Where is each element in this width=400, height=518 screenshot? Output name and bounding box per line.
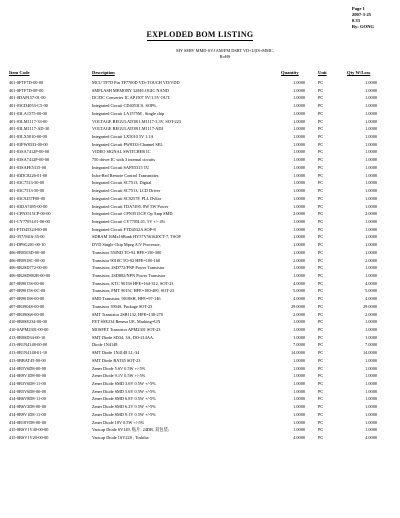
description-cell: Integrated Circuit SC7513, Digital — [92, 180, 152, 186]
qty-per-cell: 1.0000 — [365, 319, 377, 325]
description-cell: DC/DC Converter IC AP1507 5V/1.5V OUT, — [92, 95, 171, 101]
description-cell: SMT Transistor 2SB1132, HFE=138-270 — [92, 311, 163, 317]
qty-per-cell: 1.0000 — [365, 396, 377, 402]
description-cell: Integrated Circuit CPN3515CP, Op Amp SMD, — [92, 211, 174, 217]
qty-per-cell: 1.0000 — [365, 203, 377, 209]
quantity-cell: 4.0000 — [293, 280, 305, 286]
table-row — [0, 318, 400, 326]
description-cell: Transistor, 2SD772/PNP Power Transistor — [92, 265, 165, 271]
unit-cell: PC — [318, 87, 324, 93]
qty-per-cell: 1.0000 — [365, 272, 377, 278]
description-cell: Transistor 550ND TO-92 HFE=150-300 — [92, 249, 162, 255]
table-row — [0, 118, 400, 126]
qty-per-cell: 2.0000 — [365, 257, 377, 263]
description-cell: Integrated Circuit SC7513, LCD Driver — [92, 188, 161, 194]
part-number-cell: 407-0B9015S-00-00 — [9, 280, 45, 286]
table-row — [0, 264, 400, 272]
description-cell: Zener Diode SMD 9.1V 0.5W +/-5% — [92, 411, 156, 417]
qty-per-cell: 1.0000 — [365, 110, 377, 116]
quantity-cell: 1.0000 — [293, 141, 305, 147]
quantity-cell: 1.0000 — [293, 110, 305, 116]
qty-per-cell: 1.0000 — [365, 87, 377, 93]
description-cell: Transistor 9018C TO-92 HFE=100-160 — [92, 257, 161, 263]
table-row — [0, 303, 400, 311]
unit-cell: PC — [318, 296, 324, 302]
unit-cell: PC — [318, 110, 324, 116]
quantity-cell: 1.0000 — [293, 427, 305, 433]
description-cell: Diode 1N4148 — [92, 342, 118, 348]
description-cell: DVD Single Chip Mpeg A/V Processor, — [92, 242, 161, 248]
part-number-cell: 410-0B0SE234-00-00 — [9, 319, 47, 325]
part-number-cell: 401-03LM1117-AD-30 — [9, 126, 50, 132]
qty-per-cell: 1.0000 — [365, 381, 377, 387]
table-row — [0, 295, 400, 303]
table-row — [0, 233, 400, 241]
unit-cell: PC — [318, 396, 324, 402]
qty-per-cell: 1.0000 — [365, 265, 377, 271]
quantity-cell: 1.0000 — [293, 334, 305, 340]
unit-cell: PC — [318, 357, 324, 363]
unit-cell: PC — [318, 427, 324, 433]
quantity-cell: 1.0000 — [293, 365, 305, 371]
unit-cell: PC — [318, 226, 324, 232]
description-cell: VIDEO SIGNAL SWITCHER IC — [92, 149, 151, 155]
unit-cell: PC — [318, 342, 324, 348]
product-description — [60, 48, 390, 60]
qty-per-cell: 7.0000 — [365, 342, 377, 348]
unit-cell: PC — [318, 234, 324, 240]
quantity-cell: 1.0000 — [293, 87, 305, 93]
page-meta — [352, 6, 374, 30]
part-number-cell: 414-0B5V6D8-00-00 — [9, 365, 46, 371]
qty-per-cell: 1.0000 — [365, 141, 377, 147]
qty-per-cell: 1.0000 — [365, 149, 377, 155]
qty-per-cell: 1.0000 — [365, 188, 377, 194]
table-row — [0, 349, 400, 357]
part-number-cell: 401-03C7513-50-00 — [9, 180, 45, 186]
table-row — [0, 365, 400, 373]
part-number-cell: 401-0DAP157-01-00 — [9, 95, 46, 101]
quantity-cell: 7.0000 — [293, 342, 305, 348]
table-header — [0, 70, 400, 77]
part-number-cell: 414-0B18VD8-00-00 — [9, 419, 46, 425]
description-cell: Zener Diode 9.1V 0.5W +/-5% — [92, 373, 146, 379]
qty-per-cell: 1.0000 — [365, 427, 377, 433]
quantity-cell: 1.0000 — [293, 357, 305, 363]
table-row — [0, 272, 400, 280]
description-cell: Integrated Circuit FTD4532A SOP-8 — [92, 226, 156, 232]
part-number-cell: 406-0B2SD772-00-00 — [9, 265, 48, 271]
part-number-cell: 415-0BSV1V40-00-00 — [9, 427, 49, 433]
part-number-cell: 407-0B3904S-00-00 — [9, 303, 45, 309]
description-cell: SMD Transistor, 9018SH, HFE=97-146 — [92, 296, 161, 302]
table-row — [0, 102, 400, 110]
part-number-cell: 401-03DA7495-00-00 — [9, 203, 48, 209]
qty-per-cell: 2.0000 — [365, 311, 377, 317]
qty-per-cell: 1.0000 — [365, 118, 377, 124]
part-number-cell: 414-0B9V1D8-11-00 — [9, 411, 46, 417]
quantity-cell: 5.0000 — [293, 288, 305, 294]
part-number-cell: 413-0B1N4148-01-10 — [9, 350, 48, 356]
part-number-cell: 414-0B6V8D8-11-00 — [9, 396, 46, 402]
description-cell: FET SSE234 Renesa UE, Marking=UN — [92, 319, 161, 325]
part-number-cell: 402-357/9416-35-00 — [9, 234, 45, 240]
quantity-cell: 1.0000 — [293, 118, 305, 124]
qty-per-cell: 1.0000 — [365, 180, 377, 186]
quantity-cell: 14.0000 — [291, 350, 305, 356]
unit-cell: PC — [318, 218, 324, 224]
part-number-cell: 401-03LX5010-00-00 — [9, 134, 47, 140]
product-line-2: RoHS — [219, 54, 231, 59]
table-row — [0, 218, 400, 226]
part-number-cell: 414-0B3V6D8-11-00 — [9, 381, 46, 387]
description-cell: Transistor, FMT 9015C HFE=180-400, SOT-23 — [92, 288, 175, 294]
qty-per-cell: 1.0000 — [365, 334, 377, 340]
part-number-cell: 401-FTD45324-00-00 — [9, 226, 48, 232]
qty-per-cell: 14.0000 — [363, 350, 377, 356]
description-cell: Varicap Diode 1SV228 , Toshiba — [92, 435, 149, 441]
header-description: Description — [92, 70, 115, 75]
unit-cell: PC — [318, 180, 324, 186]
quantity-cell: 1.0000 — [293, 234, 305, 240]
qty-per-cell: 1.0000 — [365, 218, 377, 224]
table-row — [0, 341, 400, 349]
table-row — [0, 195, 400, 203]
unit-cell: PC — [318, 350, 324, 356]
table-row — [0, 156, 400, 164]
table-row — [0, 164, 400, 172]
table-row — [0, 372, 400, 380]
quantity-cell: 1.0000 — [293, 157, 305, 163]
unit-cell: PC — [318, 334, 324, 340]
quantity-cell: 4.0000 — [293, 296, 305, 302]
description-cell: Zener Diode 5.6V 0.5W +/-5% — [92, 365, 146, 371]
qty-per-cell: 1.0000 — [365, 164, 377, 170]
unit-cell: PC — [318, 435, 324, 441]
product-line-1: MY SERV MMD-SVJ AM/FM DSRT VD+U(IS+MMC, — [176, 48, 274, 53]
part-number-cell: 413-0B1N4148-00-00 — [9, 342, 48, 348]
unit-cell: PC — [318, 404, 324, 410]
part-number-cell: 406-0B0503D-00-00 — [9, 249, 46, 255]
unit-cell: PC — [318, 365, 324, 371]
quantity-cell: 1.0000 — [293, 327, 305, 332]
quantity-cell: 1.0000 — [293, 149, 305, 155]
qty-per-cell: 1.0000 — [365, 411, 377, 417]
quantity-cell: 1.0000 — [293, 396, 305, 402]
description-cell: Varicap Diode SV149, 贴片, 24DB, 双包装; — [92, 427, 170, 433]
description-cell: Zener Diode 18V 0.5W +/-5% — [92, 419, 145, 425]
qty-per-cell: 1.0000 — [365, 134, 377, 140]
unit-cell: PC — [318, 265, 324, 271]
quantity-cell: 1.0000 — [293, 180, 305, 186]
quantity-cell: 1.0000 — [293, 265, 305, 271]
table-row — [0, 179, 400, 187]
unit-cell: PC — [318, 80, 324, 85]
qty-per-cell: 5.0000 — [365, 288, 377, 294]
description-cell: SMT Diode 1N4148 LL-34 — [92, 350, 140, 356]
part-number-cell: 410-0APM2301-00-00 — [9, 327, 49, 332]
description-cell: Zener Diode SMD 6.8V 0.5W +/-5% — [92, 396, 156, 402]
description-cell: Zener Diode SMD 6.2V 0.5W +/-5% — [92, 404, 156, 410]
quantity-cell: 1.0000 — [293, 95, 305, 101]
part-number-cell: 401-0FTF7D-0F-00 — [9, 87, 44, 93]
part-number-cell: 415-0BSV1V20-00-00 — [9, 435, 49, 441]
quantity-cell: 1.0000 — [293, 218, 305, 224]
part-number-cell: 401-03C9257F00-00 — [9, 195, 46, 201]
quantity-cell: 1.0000 — [293, 203, 305, 209]
bom-table-body — [0, 79, 400, 442]
part-number-cell: 401-0FTF7D-00-00 — [9, 80, 44, 85]
part-number-cell: 401-03SA7412P-00-00 — [9, 149, 50, 155]
description-cell: SMT Diode SD34, 3A, DO-214AA, — [92, 334, 155, 340]
table-row — [0, 110, 400, 118]
quantity-cell: 1.0000 — [293, 404, 305, 410]
description-cell: Transistor 3904S, Package SOT-23 — [92, 303, 153, 309]
part-number-cell: 401-03C7513-50-00 — [9, 188, 45, 194]
quantity-cell: 1.0000 — [293, 411, 305, 417]
part-number-cell: 407-0B9015S-0C-00 — [9, 288, 46, 294]
table-row — [0, 249, 400, 257]
part-number-cell: 401-03SA7412P-00-00 — [9, 157, 50, 163]
quantity-cell: 1.0000 — [293, 195, 305, 201]
qty-per-cell: 1.0000 — [365, 234, 377, 240]
table-row — [0, 226, 400, 234]
unit-cell: PC — [318, 411, 324, 417]
part-number-cell: 401-03LA1575-00-00 — [9, 110, 47, 116]
qty-per-cell: 2.0000 — [365, 211, 377, 217]
description-cell: Integrated Circuit CY7705L01, 5V +/- 4% — [92, 218, 166, 224]
description-cell: VOLTAGE REGULATOR LM1117-3.3V, SOT-223 — [92, 118, 181, 124]
quantity-cell: 4.0000 — [293, 435, 305, 441]
table-row — [0, 311, 400, 319]
unit-cell: PC — [318, 195, 324, 201]
unit-cell: PC — [318, 388, 324, 394]
qty-per-cell: 1.0000 — [365, 373, 377, 379]
version: 0.33 — [351, 18, 360, 23]
quantity-cell: 29.0000 — [291, 303, 305, 309]
description-cell: Integrated Circuit LX5010 5V 1.1A — [92, 134, 154, 140]
unit-cell: PC — [318, 242, 324, 248]
description-cell: Integrated Circuit SC9257F, PLL Dvltor — [92, 195, 162, 201]
part-number-cell: 414-0B5V6D8-00-00 — [9, 388, 46, 394]
part-number-cell: 401-03SAFE5315-00 — [9, 164, 47, 170]
description-cell: Integrated Circuit CD4053CS, SOP6, — [92, 103, 157, 109]
description-cell: SMT Diode BAT45 SOT-23 — [92, 357, 141, 363]
qty-per-cell: 1.0000 — [365, 172, 377, 178]
table-row — [0, 125, 400, 133]
quantity-cell: 1.0000 — [293, 419, 305, 425]
unit-cell: PC — [318, 103, 324, 109]
table-row — [0, 357, 400, 365]
qty-per-cell: 1.0000 — [365, 242, 377, 248]
table-row — [0, 87, 400, 95]
unit-cell: PC — [318, 188, 324, 194]
description-cell: VOLTAGE REGULATOR LM1117-ADJ — [92, 126, 164, 132]
table-row — [0, 426, 400, 434]
quantity-cell: 1.0000 — [293, 373, 305, 379]
table-row — [0, 203, 400, 211]
part-number-cell: 407-0B3906S-00-00 — [9, 311, 45, 317]
unit-cell: PC — [318, 118, 324, 124]
qty-per-cell: 4.0000 — [365, 435, 377, 441]
unit-cell: PC — [318, 249, 324, 255]
qty-per-cell: 1.0000 — [365, 195, 377, 201]
unit-cell: PC — [318, 327, 324, 332]
description-cell: SDRAM 16Mx16Bank HY57V561620CT-7, TSOP — [92, 234, 181, 240]
table-row — [0, 148, 400, 156]
qty-per-cell: 1.0000 — [365, 80, 377, 85]
part-number-cell: 414-0B6V2D8-00-00 — [9, 404, 46, 410]
quantity-cell: 1.0000 — [293, 126, 305, 132]
table-row — [0, 141, 400, 149]
header-qty-per: Qty W/Loss — [347, 70, 371, 75]
header-unit: Unit — [318, 70, 327, 75]
table-row — [0, 395, 400, 403]
quantity-cell: 2.0000 — [293, 311, 305, 317]
document-title: EXPLODED BOM LISTING — [146, 30, 254, 39]
unit-cell: PC — [318, 319, 324, 325]
description-cell: MOSFET Transistor APM2301 SOT-23 — [92, 327, 161, 332]
part-number-cell: 401-03CD4053-C5-00 — [9, 103, 48, 109]
part-number-cell: 406-0B2SD882B-00-00 — [9, 272, 51, 278]
part-number-cell: 401-CY7705L01-00-00 — [9, 218, 50, 224]
part-number-cell: 406-0B0918C-00-00 — [9, 257, 45, 263]
unit-cell: PC — [318, 164, 324, 170]
table-row — [0, 187, 400, 195]
unit-cell: PC — [318, 419, 324, 425]
table-row — [0, 403, 400, 411]
header-part-no: Item Code — [9, 70, 30, 75]
description-cell: Integrated Circuit TDA7495, 8W 5W Power — [92, 203, 169, 209]
qty-per-cell: 1.0000 — [365, 327, 377, 332]
description-cell: 750 driver IC with 3 internal circuits — [92, 157, 156, 163]
qty-per-cell: 1.0000 — [365, 157, 377, 163]
description-cell: MCU TF7D Pin TF7700D VD+TOUCH VD/VDD — [92, 80, 180, 85]
table-row — [0, 133, 400, 141]
quantity-cell: 1.0000 — [293, 319, 305, 325]
quantity-cell: 1.0000 — [293, 80, 305, 85]
quantity-cell: 2.0000 — [293, 257, 305, 263]
qty-per-cell: 1.0000 — [365, 103, 377, 109]
table-row — [0, 326, 400, 334]
quantity-cell: 1.0000 — [293, 134, 305, 140]
unit-cell: PC — [318, 141, 324, 147]
table-row — [0, 257, 400, 265]
unit-cell: PC — [318, 95, 324, 101]
quantity-cell: 1.0000 — [293, 249, 305, 255]
unit-cell: PC — [318, 126, 324, 132]
qty-per-cell: 1.0000 — [365, 365, 377, 371]
quantity-cell: 2.0000 — [293, 211, 305, 217]
qty-per-cell: 1.0000 — [365, 419, 377, 425]
part-number-cell: 401-03PW8333-00-00 — [9, 141, 48, 147]
table-row — [0, 434, 400, 442]
table-row — [0, 287, 400, 295]
qty-per-cell: 1.0000 — [365, 404, 377, 410]
description-cell: Integrated Circuit SAFE5315 TU — [92, 164, 150, 170]
part-number-cell: 413-0BBAT45-00-00 — [9, 357, 46, 363]
table-row — [0, 419, 400, 427]
author: By: GONG — [351, 24, 374, 29]
description-cell: Integrated Circuit PW8333-Channel SEL — [92, 141, 164, 147]
description-cell: Transistor, 2SD882/NPN Power Transistor — [92, 272, 166, 278]
table-row — [0, 241, 400, 249]
quantity-cell: 1.0000 — [293, 103, 305, 109]
part-number-cell: 401-DP6G201-00-10 — [9, 242, 46, 248]
unit-cell: PC — [318, 288, 324, 294]
part-number-cell: 414-0B9V1D8-00-00 — [9, 373, 46, 379]
qty-per-cell: 1.0000 — [365, 357, 377, 363]
unit-cell: PC — [318, 134, 324, 140]
table-row — [0, 334, 400, 342]
quantity-cell: 1.0000 — [293, 226, 305, 232]
part-number-cell: 413-0B0SD34-00-10 — [9, 334, 46, 340]
unit-cell: PC — [318, 381, 324, 387]
description-cell: SMFLASH MEMORY 32M/LOGIC NAND — [92, 87, 169, 93]
qty-per-cell: 4.0000 — [365, 296, 377, 302]
table-row — [0, 94, 400, 102]
unit-cell: PC — [318, 203, 324, 209]
part-number-cell: 401-03LM1117-33-00 — [9, 118, 48, 124]
quantity-cell: 1.0000 — [293, 172, 305, 178]
quantity-cell: 1.0000 — [293, 242, 305, 248]
quantity-cell: 1.0000 — [293, 388, 305, 394]
qty-per-cell: 1.0000 — [365, 226, 377, 232]
unit-cell: PC — [318, 303, 324, 309]
table-row — [0, 388, 400, 396]
unit-cell: PC — [318, 157, 324, 163]
table-row — [0, 280, 400, 288]
part-number-cell: 407-0B9018S-00-00 — [9, 296, 45, 302]
table-row — [0, 380, 400, 388]
qty-per-cell: 1.0000 — [365, 95, 377, 101]
qty-per-cell: 4.0000 — [365, 280, 377, 286]
print-date: 2007-3-25 — [351, 12, 372, 17]
unit-cell: PC — [318, 272, 324, 278]
quantity-cell: 1.0000 — [293, 188, 305, 194]
quantity-cell: 1.0000 — [293, 381, 305, 387]
part-number-cell: 401-03DC8226-01-00 — [9, 172, 48, 178]
table-row — [0, 172, 400, 180]
page-number: Page 1 — [351, 6, 365, 11]
description-cell: Zener Diode SMD 5.6V 0.5W +/-5% — [92, 388, 156, 394]
quantity-cell: 1.0000 — [293, 272, 305, 278]
header-quantity: Quantity — [281, 70, 299, 75]
description-cell: Infra-Red Remote Control Transmitter, — [92, 172, 160, 178]
table-row — [0, 210, 400, 218]
description-cell: Zener Diode SMD 3.6V 0.5W +/-5% — [92, 381, 156, 387]
unit-cell: PC — [318, 311, 324, 317]
table-row — [0, 79, 400, 87]
description-cell: Integrated Circuit LA1575M , Single chip — [92, 110, 165, 116]
quantity-cell: 1.0000 — [293, 164, 305, 170]
qty-per-cell: 1.0000 — [365, 388, 377, 394]
unit-cell: PC — [318, 280, 324, 286]
table-row — [0, 411, 400, 419]
unit-cell: PC — [318, 149, 324, 155]
description-cell: Transistor, KTC 9015S HFE=164-312, SOT-23 — [92, 280, 174, 286]
unit-cell: PC — [318, 373, 324, 379]
qty-per-cell: 1.0000 — [365, 249, 377, 255]
unit-cell: PC — [318, 211, 324, 217]
unit-cell: PC — [318, 172, 324, 178]
unit-cell: PC — [318, 257, 324, 263]
qty-per-cell: 29.0000 — [363, 303, 377, 309]
part-number-cell: 401-CPN3515CP-00-00 — [9, 211, 51, 217]
qty-per-cell: 1.0000 — [365, 126, 377, 132]
